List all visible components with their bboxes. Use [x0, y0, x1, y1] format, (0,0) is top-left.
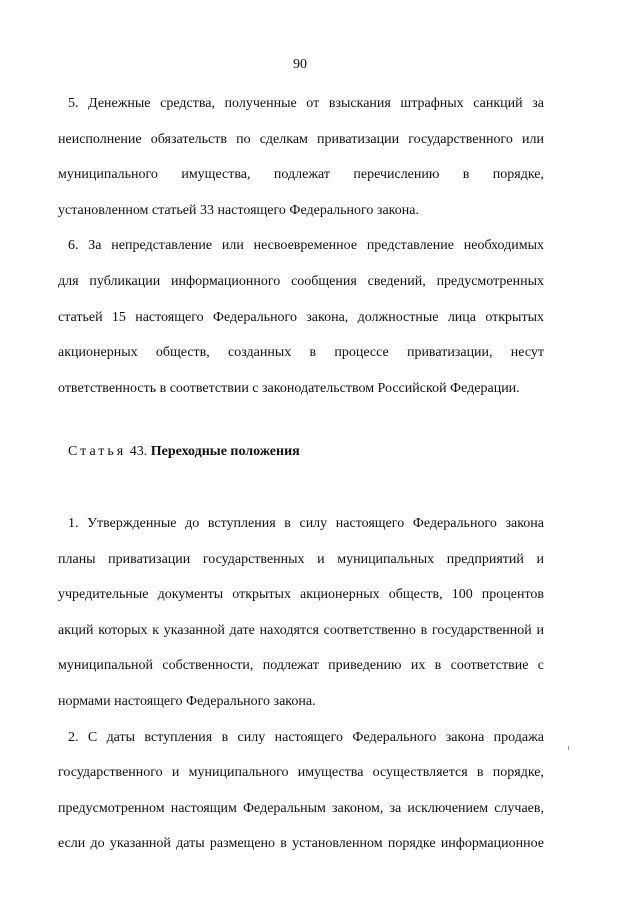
- paragraph-5-line-2: неисполнение обязательств по сделкам приватизации государственного или: [58, 131, 544, 147]
- paragraph-5-line-3: муниципального имущества, подлежат перечислению в порядке,: [58, 167, 544, 183]
- paragraph-1-line-6: нормами настоящего Федерального закона.: [58, 693, 316, 709]
- paragraph-2-line-3: предусмотренном настоящим Федеральным законом, за исключением случаев,: [58, 800, 544, 816]
- article-number: 43.: [129, 444, 148, 459]
- paragraph-1-line-1: 1. Утвержденные до вступления в силу настоящего Федерального закона: [68, 516, 544, 531]
- paragraph-2-line-2: государственного и муниципального имущества осуществляется в порядке,: [58, 765, 544, 781]
- paragraph-6-line-5: ответственность в соответствии с законодательством Российской Федерации.: [58, 380, 520, 396]
- paragraph-6-line-1: 6. За непредставление или несвоевременное представление необходимых: [68, 238, 544, 254]
- paragraph-1-line-2: планы приватизации государственных и муниципальных предприятий и: [58, 551, 544, 567]
- paragraph-1-line-5: муниципальной собственности, подлежат приведению их в соответствие с: [58, 658, 544, 674]
- paragraph-1-line-4: акций которых к указанной дате находятся соответственно в государственной и: [58, 622, 544, 638]
- paragraph-6-line-2: для публикации информационного сообщения сведений, предусмотренных: [58, 273, 544, 289]
- text-block-1: [58, 86, 544, 406]
- page-number: 90: [293, 57, 307, 72]
- article-heading: [68, 443, 300, 461]
- article-word: Статья: [68, 444, 127, 459]
- paragraph-6-line-3: статьей 15 настоящего Федерального закона, должностные лица открытых: [58, 309, 544, 325]
- text-block-2: [58, 506, 544, 862]
- article-title: Переходные положения: [150, 444, 300, 459]
- paragraph-5-line-1: 5. Денежные средства, полученные от взыскания штрафных санкций за: [68, 96, 544, 111]
- paragraph-2-line-4: если до указанной даты размещено в установленном порядке информационное: [58, 836, 544, 852]
- paragraph-2-line-1: 2. С даты вступления в силу настоящего Федерального закона продажа: [68, 729, 544, 745]
- paragraph-6-line-4: акционерных обществ, созданных в процессе приватизации, несут: [58, 345, 544, 361]
- paragraph-1-line-3: учредительные документы открытых акционерных обществ, 100 процентов: [58, 587, 544, 603]
- paragraph-5-line-4: установленном статьей 33 настоящего Федерального закона.: [58, 202, 419, 218]
- margin-mark: [568, 746, 569, 750]
